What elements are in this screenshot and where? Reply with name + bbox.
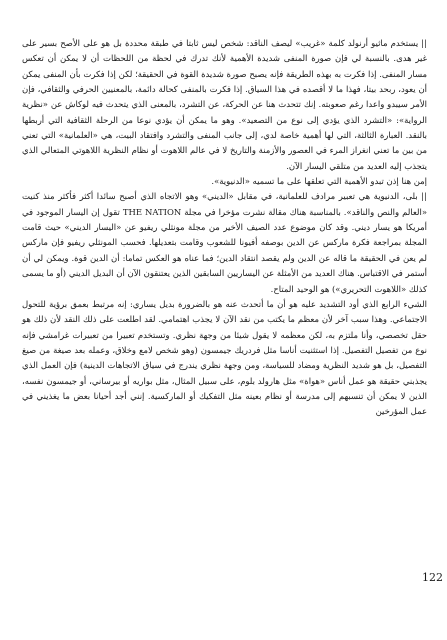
body-text: [22, 36, 427, 420]
paragraph-2: إمن هنا إذن تبدو الأهمية التي تعلقها على ما تسميه «الدنيوية».: [211, 176, 427, 187]
paragraph-1: || يستخدم ماثيو أرنولد كلمة «غريب» ليصف الناقد: شخص ليس ثابتا في طبقة محددة بل هو على الأصح بسير على غير هدى. بالنسبة لي فإن صورة المنفى شديدة الأهمية لأنك تدرك في لحظة من اللحظات أن لا يمكن أن تعكس مسار المنفى. إذا فكرت به بهذه الطريقة فإنه يصبح صورة شديدة القوة في الحقيقة؛ لكن إذا فكرت بأن المنفى يمكن أن يعود، ربحد بيتا، فهذا ما لا أقصده في هذا السياق. إذا فكرت بالمنفى كحالة دائمة، بالمعنيين الحرفي والثقافي، فإن الأمر سيبدو واعدا رغم صعوبته. إنك تتحدث هنا عن الحركة، عن التشرد، بالمعنى الذي يتحدث فيه لوكاش عن «نظرية الرواية»: «التشرد الذي يؤدي إلى نوع من التصعيد». وهو ما يمكن أن يؤدي نوعا من الرحلة الثقافية التي أربطها بالنقد. العبارة الثالثة، التي لها أهمية خاصة لدي، إلى جانب المنفى والتشرد وافتقاد البيت، هي «العلمانية» التي تعني من بين ما تعني انغراز المرء في العصور والأزمنة والتاريخ لا في عالم اللاهوت أو نظام النظرية اللاهوتي المتعالي الذي يتجذب إليه العديد من متلقي اليسار الآن.: [22, 38, 427, 171]
page-number: 122: [422, 571, 443, 584]
paragraph-4: الشيء الرابع الذي أود التشديد عليه هو أن ما أتحدث عنه هو بالضرورة بديل يساري: إنه مرتبط بعمق برؤية للتحول الاجتماعي. وهذا سبب آخر لأن معظم ما يكتب من نقد الآن لا يجذب اهتمامي. لقد اطلعت على ذلك النقد لأن ذلك هو حقل تخصصي، وأنا ملتزم به، لكن معظمه لا يقول شيئا من وجهة نظري. وتستخدم تعبيرا من تعبيرات غرامشي فإنه نوع من تفصيل التفصيل. إذا استثنيت أناسا مثل فردريك جيمسون (وهو شخص لامع وخلاق، وعمله بعد صيغة من صيغ التفصيل، بل هو شديد النظرية ومضاد للسياسة، ومن وجهة نظري يندرج في سياق الاتجاهات الدينية) فإن العمل الذي يجذبني حقيقة هو عمل أناس «هواة» مثل هارولد بلوم، على سبيل المثال، مثل بواريه أو بيرساني، أو جيمسون نفسه، الذين لا يمكن أن تنسبهم إلى مدرسة أو نظام بعينه مثل التفكيك أو الماركسية. إنني أجد أحيانا بعض ما يغذيني في عمل المؤرخين: [22, 298, 427, 417]
paragraph-3: || بلى، الدنيوية هي تعبير مرادف للعلمانية، في مقابل «الديني» وهو الاتجاه الذي أصبح سائدا أكثر فأكثر منذ كنيت «العالم والنص والناقد». بالمناسبة هناك مقالة نشرت مؤخرا في مجلة THE NATION تقول إن اليسار الموجود في أمريكا هو يسار ديني. وقد كان موضوع عدد الصيف الأخير من مجلة مونثلي ريفيو عن «اليسار الديني» حيث قامت المجلة بمراجعة فكرة ماركس عن الدين بوصفه أفيونا للشعوب وقامت بتعديلها. فحسب المونثلي ريفيو فإن ماركس لم يعن في الحقيقة ما قاله عن الدين ولم يقصد انتقاد الدين؛ فما عناه هو العكس تماما: أن الدين قوة. ويمكن لي أن أستمر في الاقتباس. هناك العديد من الأمثلة عن اليساريين السابقين الذين يعتنقون الآن أن البديل الديني (أو ما يسمى كذلك «اللاهوت التحريري») هو الوحيد المتاح.: [22, 191, 427, 294]
